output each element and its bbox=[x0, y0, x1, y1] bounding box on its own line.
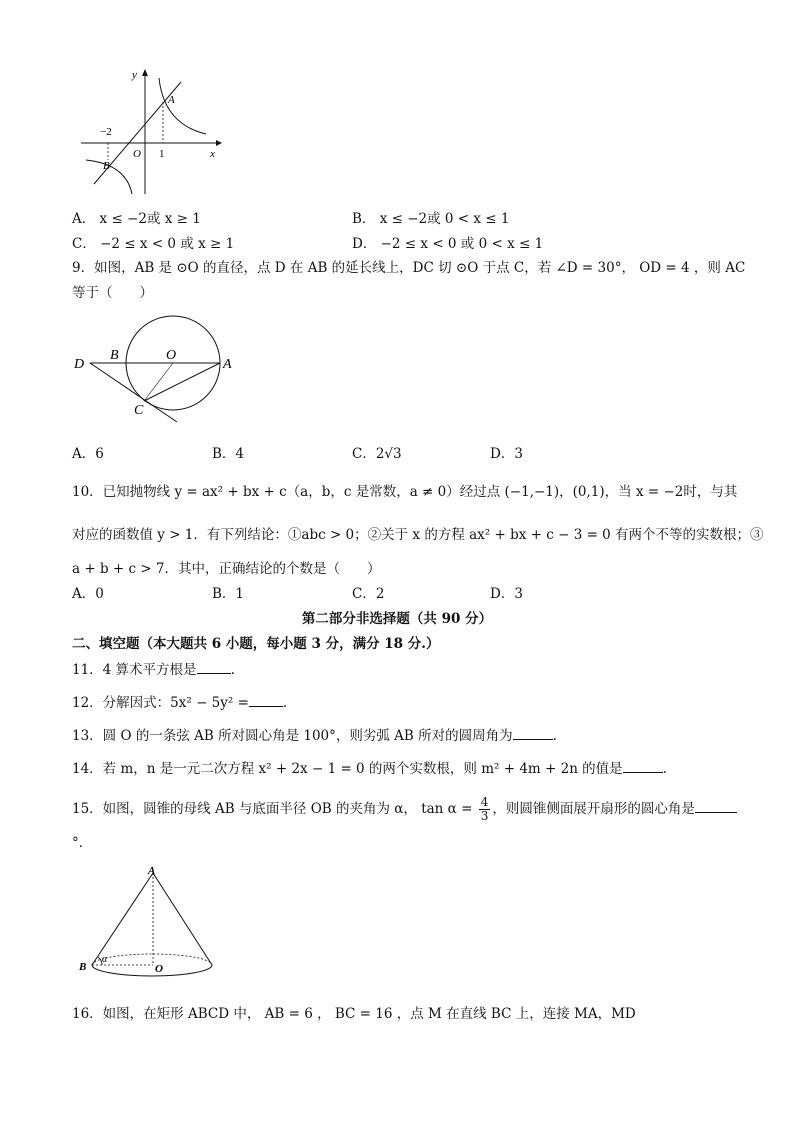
q10-line1: 10．已知抛物线 y = ax² + bx + c（a，b，c 是常数，a ≠ 0）经过点 (−1,−1)，(0,1)，当 x = −2时，与其 bbox=[72, 484, 738, 500]
q14-end: . bbox=[662, 761, 667, 777]
q14 bbox=[72, 760, 667, 778]
q16-text: 16．如图，在矩形 ABCD 中， AB = 6 ， BC = 16 ，点 M 在直线 BC 上，连接 MA，MD bbox=[72, 1006, 636, 1022]
q12-blank bbox=[249, 694, 283, 707]
x-label: x bbox=[210, 148, 215, 160]
cone-base-back bbox=[92, 954, 212, 965]
one-label: 1 bbox=[159, 148, 165, 160]
part2-title: 第二部分非选择题（共 90 分） bbox=[301, 611, 493, 627]
cone-side-right bbox=[153, 873, 212, 965]
q12 bbox=[72, 694, 287, 712]
q9-option-d: D．3 bbox=[490, 446, 523, 462]
A-label: A bbox=[148, 865, 156, 877]
q8-option-d: D． −2 ≤ x < 0 或 0 < x ≤ 1 bbox=[352, 236, 544, 252]
q13-blank bbox=[513, 727, 553, 740]
y-axis-arrow bbox=[142, 69, 148, 76]
B-label: B bbox=[103, 160, 110, 172]
q9-figure bbox=[72, 310, 242, 425]
segment-OC bbox=[144, 363, 173, 401]
q15-pre: 15．如图，圆锥的母线 AB 与底面半径 OB 的夹角为 α， tan α = bbox=[72, 801, 473, 817]
q10-option-c: C．2 bbox=[352, 586, 385, 602]
q15-blank bbox=[695, 800, 737, 813]
q11-end: . bbox=[230, 662, 235, 678]
chord-AC bbox=[144, 363, 220, 401]
q8-option-c: C． −2 ≤ x < 0 或 x ≥ 1 bbox=[72, 236, 235, 252]
q11-blank bbox=[197, 661, 231, 674]
q15-fraction bbox=[479, 796, 491, 823]
section2-title: 二、填空题（本大题共 6 小题，每小题 3 分，满分 18 分.） bbox=[72, 636, 440, 652]
q15-post: ，则圆锥侧面展开扇形的圆心角是 bbox=[492, 801, 695, 817]
q12-end: . bbox=[282, 695, 288, 711]
q13-end: . bbox=[552, 728, 557, 744]
q9-option-a: A．6 bbox=[72, 446, 104, 462]
q10-line3: a + b + c > 7．其中，正确结论的个数是（ ） bbox=[72, 561, 381, 577]
hyperbola-branch-1 bbox=[159, 78, 206, 134]
q10-option-d: D．3 bbox=[490, 586, 523, 602]
cone-base-front bbox=[92, 965, 212, 976]
B-label: B bbox=[110, 348, 119, 363]
alpha-label: α bbox=[102, 954, 108, 965]
O-label: O bbox=[133, 148, 141, 160]
q10-option-a: A．0 bbox=[72, 586, 104, 602]
q13 bbox=[72, 727, 557, 745]
q15-cone-figure bbox=[76, 862, 216, 982]
q8-option-a: A． x ≤ −2或 x ≥ 1 bbox=[72, 211, 201, 227]
q15-line1 bbox=[72, 796, 737, 823]
q9-line2: 等于（ ） bbox=[72, 285, 153, 301]
B-label: B bbox=[79, 961, 87, 973]
q11-text: 11．4 算术平方根是 bbox=[72, 662, 197, 678]
A-label: A bbox=[223, 357, 232, 372]
y-label: y bbox=[132, 69, 137, 81]
q8-option-b: B． x ≤ −2或 0 < x ≤ 1 bbox=[352, 211, 510, 227]
q14-text: 14．若 m，n 是一元二次方程 x² + 2x − 1 = 0 的两个实数根，则 m² + 4m + 2n 的值是 bbox=[72, 761, 623, 777]
neg2-label: −2 bbox=[100, 126, 112, 138]
x-axis-arrow bbox=[216, 140, 222, 146]
q9-option-b: B．4 bbox=[212, 446, 245, 462]
q12-text: 12．分解因式：5x² − 5y² = bbox=[72, 695, 249, 711]
O-label: O bbox=[155, 963, 163, 975]
q9-line1: 9．如图，AB 是 ⊙O 的直径，点 D 在 AB 的延长线上，DC 切 ⊙O 于点 C，若 ∠D = 30°， OD = 4 ，则 AC bbox=[72, 260, 746, 276]
q8-graph bbox=[76, 64, 226, 199]
C-label: C bbox=[134, 403, 144, 418]
O-label: O bbox=[166, 348, 177, 363]
q15-numerator: 4 bbox=[480, 795, 489, 809]
q9-option-c: C．2√3 bbox=[352, 446, 402, 462]
q10-line2: 对应的函数值 y > 1．有下列结论：①abc > 0；②关于 x 的方程 ax² + bx + c − 3 = 0 有两个不等的实数根；③ bbox=[72, 527, 764, 543]
q15-line2: °． bbox=[72, 835, 93, 851]
q15-denominator: 3 bbox=[480, 809, 489, 823]
q13-text: 13．圆 O 的一条弦 AB 所对圆心角是 100°，则劣弧 AB 所对的圆周角为 bbox=[72, 728, 513, 744]
q11 bbox=[72, 661, 235, 679]
q14-blank bbox=[623, 760, 663, 773]
A-label: A bbox=[168, 94, 175, 106]
q10-option-b: B．1 bbox=[212, 586, 245, 602]
D-label: D bbox=[74, 357, 85, 372]
cone-side-left bbox=[92, 873, 153, 965]
